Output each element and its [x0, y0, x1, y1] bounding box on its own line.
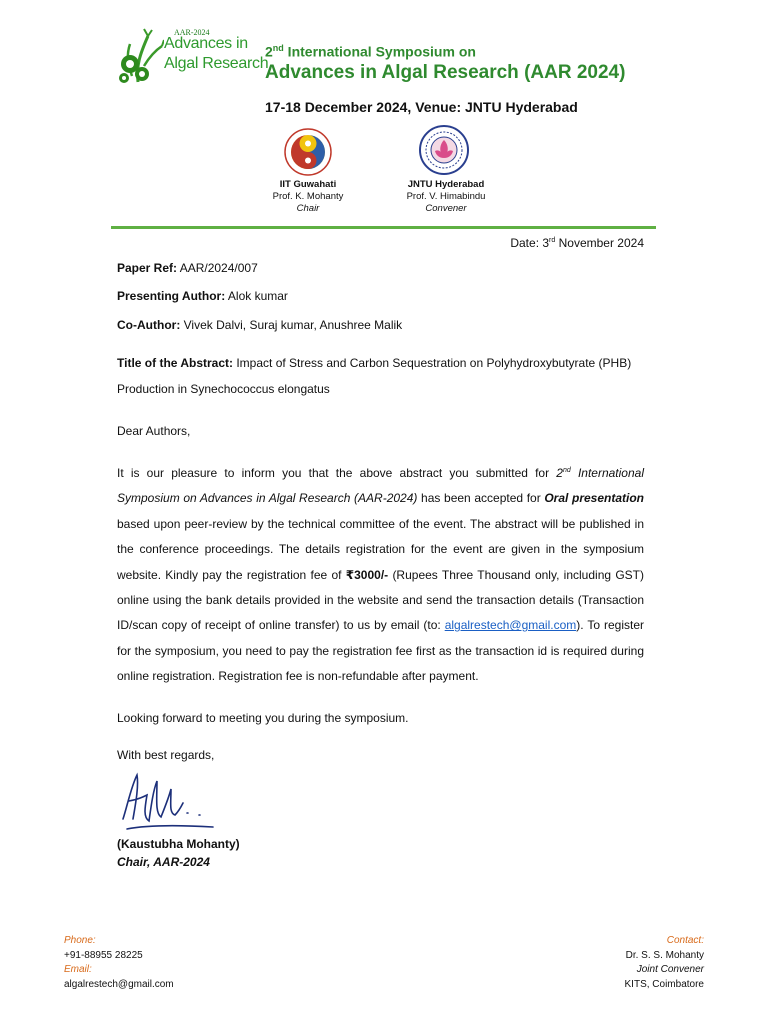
- contact-org: KITS, Coimbatore: [624, 978, 704, 990]
- institution-role: Convener: [425, 203, 467, 214]
- institution-iit-guwahati: [243, 179, 373, 215]
- contact-role: Joint Convener: [636, 964, 704, 975]
- abstract-title-cont: Production in Synechococcus elongatus: [117, 382, 330, 396]
- conference-logo: [118, 26, 269, 86]
- footer-contact-left: [64, 934, 174, 992]
- institution-jntu-hyderabad: [381, 179, 511, 215]
- closing-line: Looking forward to meeting you during the symposium.: [117, 711, 409, 725]
- signature-icon: [117, 767, 217, 833]
- logo-text-line1: Advances in: [164, 35, 248, 52]
- logo-text-line2: Algal Research: [164, 55, 269, 72]
- institution-person: Prof. K. Mohanty: [272, 191, 344, 202]
- institution-name: IIT Guwahati: [279, 179, 337, 190]
- symposium-title: Advances in Algal Research (AAR 2024): [265, 62, 626, 83]
- institution-role: Chair: [296, 203, 320, 214]
- symposium-subtitle: 2nd International Symposium on: [265, 43, 476, 60]
- salutation: Dear Authors,: [117, 424, 191, 438]
- email-link[interactable]: algalrestech@gmail.com: [444, 618, 577, 633]
- letter-date: Date: 3rd November 2024: [510, 236, 644, 250]
- co-author: Co-Author: Vivek Dalvi, Suraj kumar, Anushree Malik: [117, 318, 403, 332]
- presenting-author: Presenting Author: Alok kumar: [117, 289, 288, 303]
- email-label: Email:: [64, 964, 92, 975]
- signatory-role: Chair, AAR-2024: [117, 855, 210, 869]
- iit-guwahati-emblem-icon: [284, 128, 332, 176]
- institution-person: Prof. V. Himabindu: [406, 191, 486, 202]
- logo-year: AAR-2024: [174, 28, 210, 37]
- header-divider: [111, 226, 656, 229]
- institution-name: JNTU Hyderabad: [407, 179, 485, 190]
- signature-image: [117, 767, 217, 833]
- dates-venue: 17-18 December 2024, Venue: JNTU Hyderabad: [265, 99, 578, 115]
- algae-logo-icon: [118, 26, 164, 86]
- acceptance-paragraph: It is our pleasure to inform you that the above abstract you submitted for 2nd International Symposium on Advances in Algal Research (AAR-2024) has been accepted for Oral presentation based upon peer-review by the technical committee of the event. The abstract will be published in the conference proceedings. The details registration for the event are given in the symposium website. Kindly pay the registration fee of ₹3000/- (Rupees Three Thousand only, including GST) online using the bank details provided in the website and send the transaction details (Transaction ID/scan copy of receipt of online transfer) to us by email (to: algalrestech@gmail.com). To register for the symposium, you need to pay the registration fee first as the transaction id is required during online registration. Registration fee is non-refundable after payment.: [117, 466, 645, 684]
- footer-contact-right: [625, 934, 704, 992]
- regards: With best regards,: [117, 748, 215, 762]
- jntu-hyderabad-emblem-icon: [419, 125, 469, 175]
- contact-name: Dr. S. S. Mohanty: [625, 949, 704, 961]
- email-value: algalrestech@gmail.com: [64, 978, 174, 990]
- abstract-title: Title of the Abstract: Impact of Stress and Carbon Sequestration on Polyhydroxybutyrate (PHB): [117, 356, 632, 370]
- signatory-name: (Kaustubha Mohanty): [117, 837, 240, 851]
- phone-label: Phone:: [64, 935, 96, 946]
- paper-ref: Paper Ref: AAR/2024/007: [117, 261, 258, 275]
- phone-value: +91-88955 28225: [64, 949, 143, 961]
- contact-label: Contact:: [666, 935, 704, 946]
